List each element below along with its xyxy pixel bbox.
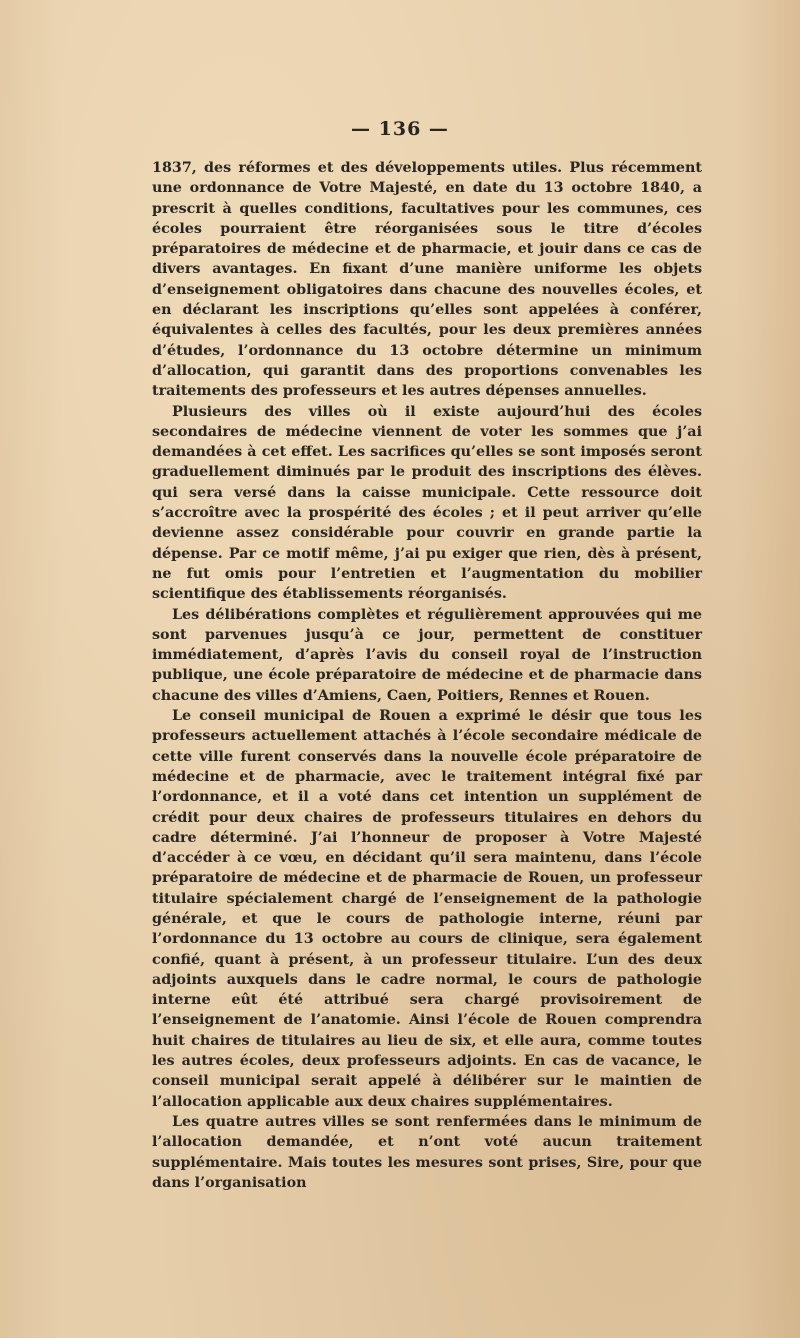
page-number: — 136 —	[351, 118, 449, 140]
body-text	[152, 158, 702, 1193]
paragraph-4: Le conseil municipal de Rouen a exprimé le désir que tous les professeurs actuellement attachés à l’école secondaire médicale de cette ville furent conservés dans la nouvelle école préparatoire de médecine et de pharmacie, avec le traitement intégral fixé par l’ordonnance, et il a voté dans cet intention un supplément de crédit pour deux chaires de professeurs titulaires en dehors du cadre déterminé. J’ai l’honneur de proposer à Votre Majesté d’accéder à ce vœu, en décidant qu’il sera maintenu, dans l’école préparatoire de médecine et de pharmacie de Rouen, un professeur titulaire spécialement chargé de l’enseignement de la pathologie générale, et que le cours de pathologie interne, réuni par l’ordonnance du 13 octobre au cours de clinique, sera également confié, quant à présent, à un professeur titulaire. L’un des deux adjoints auxquels dans le cadre normal, le cours de pathologie interne eût été attribué sera chargé provisoirement de l’enseignement de l’anatomie. Ainsi l’école de Rouen comprendra huit chaires de titulaires au lieu de six, et elle aura, comme toutes les autres écoles, deux professeurs adjoints. En cas de vacance, le conseil municipal serait appelé à délibérer sur le maintien de l’allocation applicable aux deux chaires supplémentaires.	[152, 708, 702, 1110]
paragraph-1: 1837, des réformes et des développements utiles. Plus récemment une ordonnance de Votre Majesté, en date du 13 octobre 1840, a prescrit à quelles conditions, facultatives pour les communes, ces écoles pourraient être réorganisées sous le titre d’écoles préparatoires de médecine et de pharmacie, et jouir dans ce cas de divers avantages. En fixant d’une manière uniforme les objets d’enseignement obligatoires dans chacune des nouvelles écoles, et en déclarant les inscriptions qu’elles sont appelées à conférer, équivalentes à celles des facultés, pour les deux premières années d’études, l’ordonnance du 13 octobre détermine un minimum d’allocation, qui garantit dans des proportions convenables les traitements des professeurs et les autres dépenses annuelles.	[152, 160, 702, 400]
paragraph-2: Plusieurs des villes où il existe aujourd’hui des écoles secondaires de médecine viennent de voter les sommes que j’ai demandées à cet effet. Les sacrifices qu’elles se sont imposés seront graduellement diminués par le produit des inscriptions des élèves. qui sera versé dans la caisse municipale. Cette ressource doit s’accroître avec la prospérité des écoles ; et il peut arriver qu’elle devienne assez considérable pour couvrir en grande partie la dépense. Par ce motif même, j’ai pu exiger que rien, dès à présent, ne fut omis pour l’entretien et l’augmentation du mobilier scientifique des établissements réorganisés.	[152, 403, 702, 603]
paragraph-5: Les quatre autres villes se sont renfermées dans le minimum de l’allocation demandée, et n’ont voté aucun traitement supplémentaire. Mais toutes les mesures sont prises, Sire, pour que dans l’organisation	[152, 1113, 702, 1191]
paragraph-3: Les délibérations complètes et régulièrement approuvées qui me sont parvenues jusqu’à ce jour, permettent de constituer immédiatement, d’après l’avis du conseil royal de l’instruction publique, une école préparatoire de médecine et de pharmacie dans chacune des villes d’Amiens, Caen, Poitiers, Rennes et Rouen.	[152, 606, 702, 704]
